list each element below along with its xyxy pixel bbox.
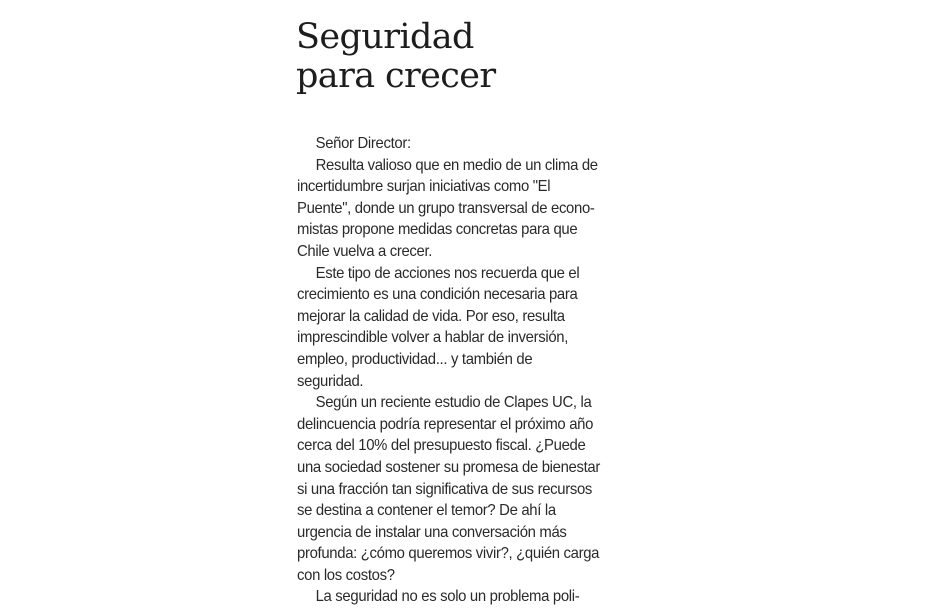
letter-body — [297, 133, 609, 608]
body-line: una sociedad sostener su promesa de bienestar — [297, 458, 601, 476]
body-line: Este tipo de acciones nos recuerda que el — [315, 264, 580, 282]
headline-line-1: Seguridad — [296, 17, 474, 57]
body-line: mistas propone medidas concretas para que — [297, 221, 578, 239]
body-line: con los costos? — [297, 566, 395, 584]
body-line: crecimiento es una condición necesaria para — [297, 286, 578, 304]
body-line: Resulta valioso que en medio de un clima de — [315, 156, 598, 174]
body-line: se destina a contener el temor? De ahí la — [297, 502, 556, 520]
headline-line-2: para crecer — [296, 56, 496, 96]
body-line: urgencia de instalar una conversación más — [297, 523, 567, 541]
body-line: mejorar la calidad de vida. Por eso, resulta — [297, 307, 565, 325]
body-line: Según un reciente estudio de Clapes UC, la — [315, 394, 592, 412]
body-line: incertidumbre surjan iniciativas como "El — [297, 178, 551, 196]
article-headline — [296, 18, 496, 96]
body-line: delincuencia podría representar el próximo año — [297, 415, 594, 433]
body-line: Chile vuelva a crecer. — [297, 242, 433, 260]
body-line: empleo, productividad... y también de — [297, 350, 533, 368]
body-line: cerca del 10% del presupuesto fiscal. ¿Puede — [297, 437, 586, 455]
body-line: profunda: ¿cómo queremos vivir?, ¿quién carga — [297, 545, 600, 563]
body-line: imprescindible volver a hablar de inversión, — [297, 329, 569, 347]
body-line: si una fracción tan significativa de sus recursos — [297, 480, 593, 498]
body-line: Puente", donde un grupo transversal de econo- — [297, 199, 595, 217]
body-line-cut-off: La seguridad no es solo un problema poli- — [315, 588, 580, 606]
body-line: seguridad. — [297, 372, 364, 390]
salutation: Señor Director: — [315, 135, 411, 152]
